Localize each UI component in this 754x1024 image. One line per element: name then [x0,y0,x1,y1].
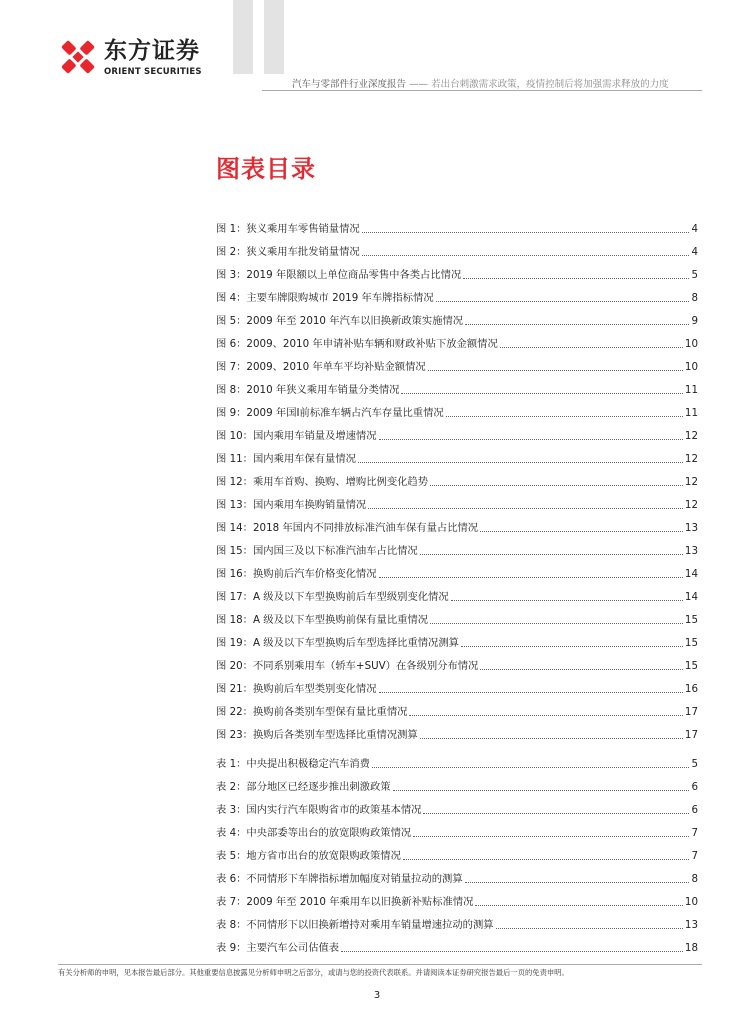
footer-divider [58,964,702,965]
figure-entry-label: 图 9：2009 年国Ⅰ前标准车辆占汽车存量比重情况 [216,407,444,419]
figure-entry-page: 15 [684,660,698,672]
figure-entry-page: 12 [684,499,698,511]
figure-entry-page: 17 [684,706,698,718]
figure-entry-label: 图 2：狭义乘用车批发销量情况 [216,246,360,258]
figure-entry[interactable] [216,696,698,719]
dot-leader [379,692,683,693]
figure-entry-label: 图 12：乘用车首购、换购、增购比例变化趋势 [216,476,429,488]
table-entry-page: 7 [691,827,698,839]
table-entry-label: 表 6：不同情形下车牌指标增加幅度对销量拉动的测算 [216,873,463,885]
figure-entry-label: 图 10：国内乘用车销量及增速情况 [216,430,377,442]
figure-entry[interactable] [216,466,698,489]
dot-leader [409,715,682,716]
figure-entry[interactable] [216,305,698,328]
figure-entry-label: 图 6：2009、2010 年申请补贴车辆和财政补贴下放金额情况 [216,338,498,350]
table-entry-page: 13 [684,919,698,931]
dot-leader [379,577,683,578]
figure-entry-label: 图 18：A 级及以下车型换购前保有量比重情况 [216,614,429,626]
table-entry[interactable] [216,886,698,909]
figure-entry[interactable] [216,374,698,397]
figure-entry[interactable] [216,719,698,742]
dot-leader [393,790,690,791]
table-entry[interactable] [216,748,698,771]
table-entry-page: 10 [684,896,698,908]
figure-entry-page: 15 [684,637,698,649]
dot-leader [420,738,683,739]
page-number: 3 [373,990,381,1001]
dot-leader [475,905,682,906]
figure-entry[interactable] [216,213,698,236]
dot-leader [401,393,682,394]
dot-leader [463,278,689,279]
figure-entry-page: 15 [684,614,698,626]
table-entry[interactable] [216,909,698,932]
figure-entry-label: 图 7：2009、2010 年单车平均补贴金额情况 [216,361,426,373]
header-divider [262,90,702,91]
dot-leader [362,232,690,233]
dot-leader [430,623,683,624]
figure-entry-label: 图 1：狭义乘用车零售销量情况 [216,223,360,235]
header-separator: —— [406,79,432,90]
figure-entry[interactable] [216,650,698,673]
figure-entry[interactable] [216,282,698,305]
table-entry-label: 表 8：不同情形下以旧换新增持对乘用车销量增速拉动的测算 [216,919,494,931]
table-entry-label: 表 1：中央提出积极稳定汽车消费 [216,758,370,770]
dot-leader [428,370,683,371]
dot-leader [500,347,683,348]
footer-disclaimer: 有关分析师的申明，见本报告最后部分。其他重要信息披露见分析师申明之后部分，或请与您的投资代表联系。并请阅读本证券研究报告最后一页的免责申明。 [58,968,569,977]
figure-entry-page: 5 [691,269,698,281]
dot-leader [420,554,683,555]
figure-entry-page: 17 [684,729,698,741]
dot-leader [423,813,689,814]
figure-entry-page: 12 [684,430,698,442]
table-entry[interactable] [216,794,698,817]
figure-entry-label: 图 20：不同系别乘用车（轿车+SUV）在各级别分布情况 [216,660,479,672]
dot-leader [465,324,689,325]
figure-entry-label: 图 23：换购后各类别车型选择比重情况测算 [216,729,418,741]
dot-leader [446,416,683,417]
dot-leader [358,462,683,463]
table-entry-label: 表 7：2009 年至 2010 年乘用车以旧换新补贴标准情况 [216,896,474,908]
table-entry-page: 6 [691,781,698,793]
dot-leader [430,485,683,486]
dot-leader [496,928,683,929]
table-entry[interactable] [216,932,698,955]
table-entry-label: 表 9：主要汽车公司估值表 [216,942,340,954]
header-decor-bar-right [264,0,284,74]
figure-entry-label: 图 13：国内乘用车换购销量情况 [216,499,367,511]
dot-leader [413,836,689,837]
figure-entry[interactable] [216,351,698,374]
figure-entry-label: 图 15：国内国三及以下标准汽油车占比情况 [216,545,418,557]
figure-entry[interactable] [216,397,698,420]
table-entry-label: 表 5：地方省市出台的放宽限购政策情况 [216,850,401,862]
company-logo [58,37,218,83]
dot-leader [451,600,683,601]
figure-entry-page: 4 [691,223,698,235]
figure-entry[interactable] [216,443,698,466]
table-entry-page: 7 [691,850,698,862]
figure-entry-label: 图 21：换购前后车型类别变化情况 [216,683,377,695]
figure-entry[interactable] [216,627,698,650]
logo-name-en: ORIENT SECURITIES [104,67,202,77]
figure-entry-label: 图 22：换购前各类别车型保有量比重情况 [216,706,408,718]
table-entry[interactable] [216,771,698,794]
figure-entry[interactable] [216,489,698,512]
figure-entry-page: 10 [684,338,698,350]
figure-entry-page: 11 [684,384,698,396]
toc-title: 图表目录 [216,155,316,183]
figure-entry-page: 10 [684,361,698,373]
figure-entry-label: 图 11：国内乘用车保有量情况 [216,453,356,465]
figure-entry-page: 11 [684,407,698,419]
dot-leader [368,508,683,509]
dot-leader [379,439,683,440]
dot-leader [461,646,683,647]
figure-entry-label: 图 16：换购前后汽车价格变化情况 [216,568,377,580]
dot-leader [465,882,690,883]
figure-entry[interactable] [216,558,698,581]
figure-entry-label: 图 5：2009 年至 2010 年汽车以旧换新政策实施情况 [216,315,464,327]
table-list [216,748,698,955]
table-entry-label: 表 3：国内实行汽车限购省市的政策基本情况 [216,804,422,816]
table-entry-page: 8 [691,873,698,885]
table-entry-page: 18 [684,942,698,954]
figure-entry[interactable] [216,236,698,259]
figure-entry-label: 图 19：A 级及以下车型换购后车型选择比重情况测算 [216,637,459,649]
report-subtitle: 若出台刺激需求政策，疫情控制后将加强需求释放的力度 [431,79,669,90]
figure-entry-page: 14 [684,591,698,603]
dot-leader [372,767,689,768]
figure-entry[interactable] [216,420,698,443]
figure-entry[interactable] [216,581,698,604]
dot-leader [362,255,690,256]
figure-entry[interactable] [216,512,698,535]
figure-entry-page: 16 [684,683,698,695]
figure-entry-page: 12 [684,453,698,465]
figure-entry[interactable] [216,328,698,351]
dot-leader [436,301,690,302]
figure-entry[interactable] [216,604,698,627]
figure-entry-page: 9 [691,315,698,327]
dot-leader [341,951,683,952]
table-entry[interactable] [216,817,698,840]
figure-entry[interactable] [216,673,698,696]
figure-list [216,213,698,742]
figure-entry-page: 8 [691,292,698,304]
figure-entry-label: 图 3：2019 年限额以上单位商品零售中各类占比情况 [216,269,462,281]
figure-entry-label: 图 17：A 级及以下车型换购前后车型级别变化情况 [216,591,449,603]
table-entry[interactable] [216,840,698,863]
table-entry-page: 6 [691,804,698,816]
table-entry[interactable] [216,863,698,886]
figure-entry-page: 4 [691,246,698,258]
figure-entry[interactable] [216,535,698,558]
table-entry-label: 表 2：部分地区已经逐步推出刺激政策 [216,781,391,793]
figure-entry-page: 13 [684,522,698,534]
report-header [292,76,669,90]
logo-mark-icon [58,37,98,77]
table-entry-label: 表 4：中央部委等出台的放宽限购政策情况 [216,827,412,839]
dot-leader [480,531,683,532]
table-entry-page: 5 [691,758,698,770]
dot-leader [403,859,690,860]
report-type: 汽车与零部件行业深度报告 [292,79,407,90]
figure-entry-page: 14 [684,568,698,580]
header-decor-bar-left [233,0,253,74]
logo-name-cn: 东方证券 [104,38,200,64]
dot-leader [480,669,683,670]
figure-entry-label: 图 8：2010 年狭义乘用车销量分类情况 [216,384,400,396]
figure-entry[interactable] [216,259,698,282]
figure-entry-label: 图 14：2018 年国内不同排放标准汽油车保有量占比情况 [216,522,479,534]
figure-entry-label: 图 4：主要车牌限购城市 2019 年车牌指标情况 [216,292,434,304]
figure-entry-page: 12 [684,476,698,488]
figure-entry-page: 13 [684,545,698,557]
